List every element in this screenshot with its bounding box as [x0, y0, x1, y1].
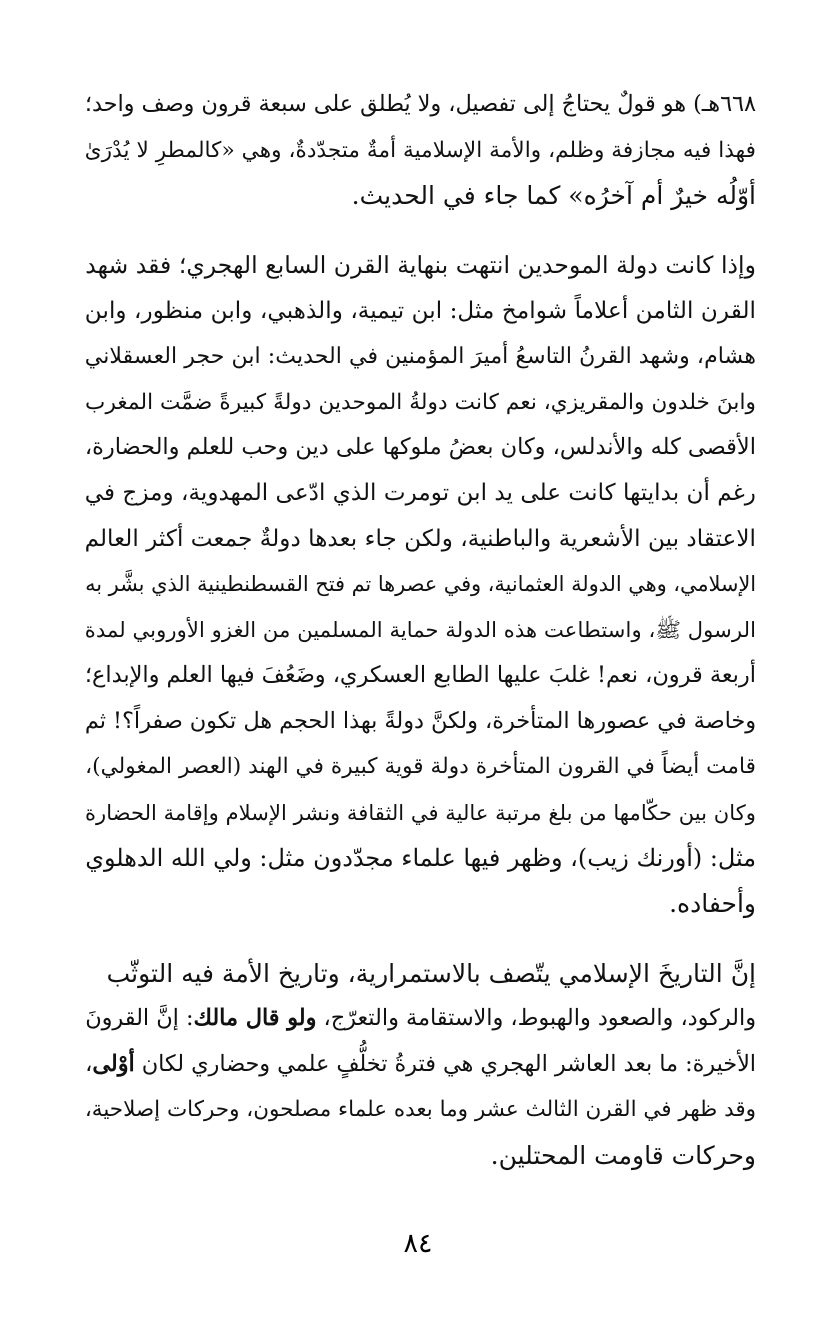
text-line: رغم أن بدايتها كانت على يد ابن تومرت الذي ادّعى المهدوية، ومزج في	[84, 479, 756, 506]
text-run: : إنَّ القرونَ	[85, 1005, 194, 1032]
text-line: أربعة قرون، نعم! غلبَ عليها الطابع العسكري، وضَعُفَ فيها العلم والإبداع؛	[84, 662, 756, 689]
text-line	[78, 996, 756, 1042]
text-line: ٦٦٨هـ) هو قولٌ يحتاجُ إلى تفصيل، ولا يُطلق على سبعة قرون وصف واحد؛	[84, 91, 756, 117]
text-line: الرسول ﷺ، واستطاعت هذه الدولة حماية المسلمين من الغزو الأوروبي لمدة	[84, 617, 756, 643]
bold-quote: ولو قال مالك	[193, 1005, 317, 1032]
text-line: فهذا فيه مجازفة وظلم، والأمة الإسلامية أمةٌ متجدّدةٌ، وهي «كالمطرِ لا يُدْرَىٰ	[84, 137, 756, 163]
text-line: أوّلُه خيرٌ أم آخرُه» كما جاء في الحديث.	[351, 181, 756, 211]
text-line: وقد ظهر في القرن الثالث عشر وما بعده علماء مصلحون، وحركات إصلاحية،	[84, 1097, 756, 1123]
text-line: هشام، وشهد القرنُ التاسعُ أميرَ المؤمنين في الحديث: ابن حجر العسقلاني	[84, 342, 756, 369]
text-line: وأحفاده.	[669, 889, 756, 919]
text-line: وإذا كانت دولة الموحدين انتهت بنهاية القرن السابع الهجري؛ فقد شهد	[85, 250, 756, 279]
text-line: الأقصى كله والأندلس، وكان بعضُ ملوكها على دين وحب للعلم والحضارة،	[84, 434, 756, 461]
text-line: وكان بين حكّامها من بلغ مرتبة عالية في الثقافة ونشر الإسلام وإقامة الحضارة	[84, 799, 756, 825]
paragraph-1	[78, 82, 756, 219]
bold-quote: أوْلى	[92, 1050, 135, 1077]
text-line: وخاصة في عصورها المتأخرة، ولكنَّ دولةً بهذا الحجم هل تكون صفراً؟! ثم	[84, 707, 756, 734]
paragraph-3	[78, 951, 756, 1179]
text-line: وحركات قاومت المحتلين.	[490, 1141, 756, 1171]
text-run: الأخيرة: ما بعد العاشر الهجري هي فترةُ تخلُّفٍ علمي وحضاري لكان	[134, 1050, 756, 1077]
text-run: ،	[85, 1050, 93, 1077]
text-line: وابنَ خلدون والمقريزي، نعم كانت دولةُ الموحدين دولةً كبيرةً ضمَّت المغرب	[84, 389, 756, 415]
text-line: مثل: (أورنك زيب)، وظهر فيها علماء مجدّدون مثل: ولي الله الدهلوي	[85, 843, 756, 872]
text-run: والركود، والصعود والهبوط، والاستقامة والتعرّج،	[316, 1005, 756, 1032]
text-line: قامت أيضاً في القرون المتأخرة دولة قوية كبيرة في الهند (العصر المغولي)،	[85, 754, 756, 780]
text-line: الإسلامي، وهي الدولة العثمانية، وفي عصرها تم فتح القسطنطينية الذي بشَّر به	[85, 571, 756, 596]
text-line	[78, 1042, 756, 1088]
text-line: الاعتقاد بين الأشعرية والباطنية، ولكن جاء بعدها دولةٌ جمعت أكثر العالم	[84, 525, 756, 553]
text-line: إنَّ التاريخَ الإسلامي يتّصف بالاستمرارية، وتاريخ الأمة فيه التوثّب	[106, 958, 756, 988]
paragraph-2	[78, 243, 756, 927]
page-number: ٨٤	[403, 1228, 433, 1259]
text-line: القرن الثامن أعلاماً شوامخ مثل: ابن تيمية، والذهبي، وابن منظور، وابن	[84, 297, 756, 325]
